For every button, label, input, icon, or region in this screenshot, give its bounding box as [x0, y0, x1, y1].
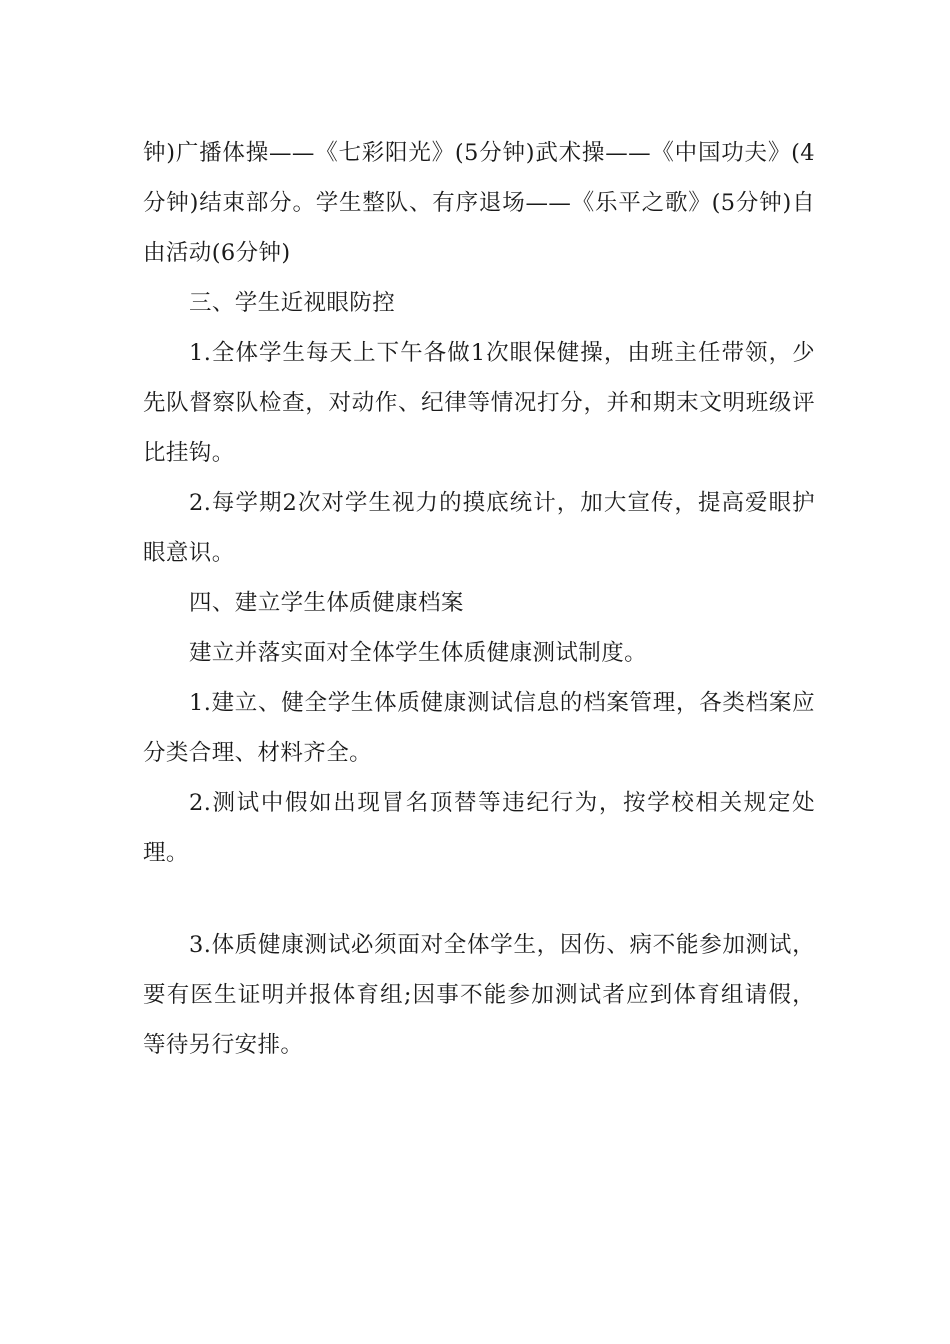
heading-myopia-prevention: 三、学生近视眼防控 [189, 290, 396, 316]
heading-health-records: 四、建立学生体质健康档案 [189, 590, 464, 616]
paragraph-gap [143, 878, 815, 920]
paragraph-vision-statistics: 2.每学期2次对学生视力的摸底统计，加大宣传，提高爱眼护眼意识。 [143, 490, 815, 566]
paragraph-testing-system: 建立并落实面对全体学生体质健康测试制度。 [189, 640, 648, 666]
paragraph-schedule-continuation: 钟)广播体操——《七彩阳光》(5分钟)武术操——《中国功夫》(4分钟)结束部分。学生整队、有序退场——《乐平之歌》(5分钟)自由活动(6分钟) [143, 140, 815, 266]
paragraph-testing-requirements: 3.体质健康测试必须面对全体学生，因伤、病不能参加测试，要有医生证明并报体育组;因事不能参加测试者应到体育组请假，等待另行安排。 [143, 932, 815, 1058]
paragraph-violation-handling: 2.测试中假如出现冒名顶替等违纪行为，按学校相关规定处理。 [143, 790, 815, 866]
paragraph-eye-exercises: 1.全体学生每天上下午各做1次眼保健操，由班主任带领，少先队督察队检查，对动作、纪律等情况打分，并和期末文明班级评比挂钩。 [143, 340, 815, 466]
paragraph-records-management: 1.建立、健全学生体质健康测试信息的档案管理，各类档案应分类合理、材料齐全。 [143, 690, 815, 766]
document-body [143, 128, 815, 1070]
